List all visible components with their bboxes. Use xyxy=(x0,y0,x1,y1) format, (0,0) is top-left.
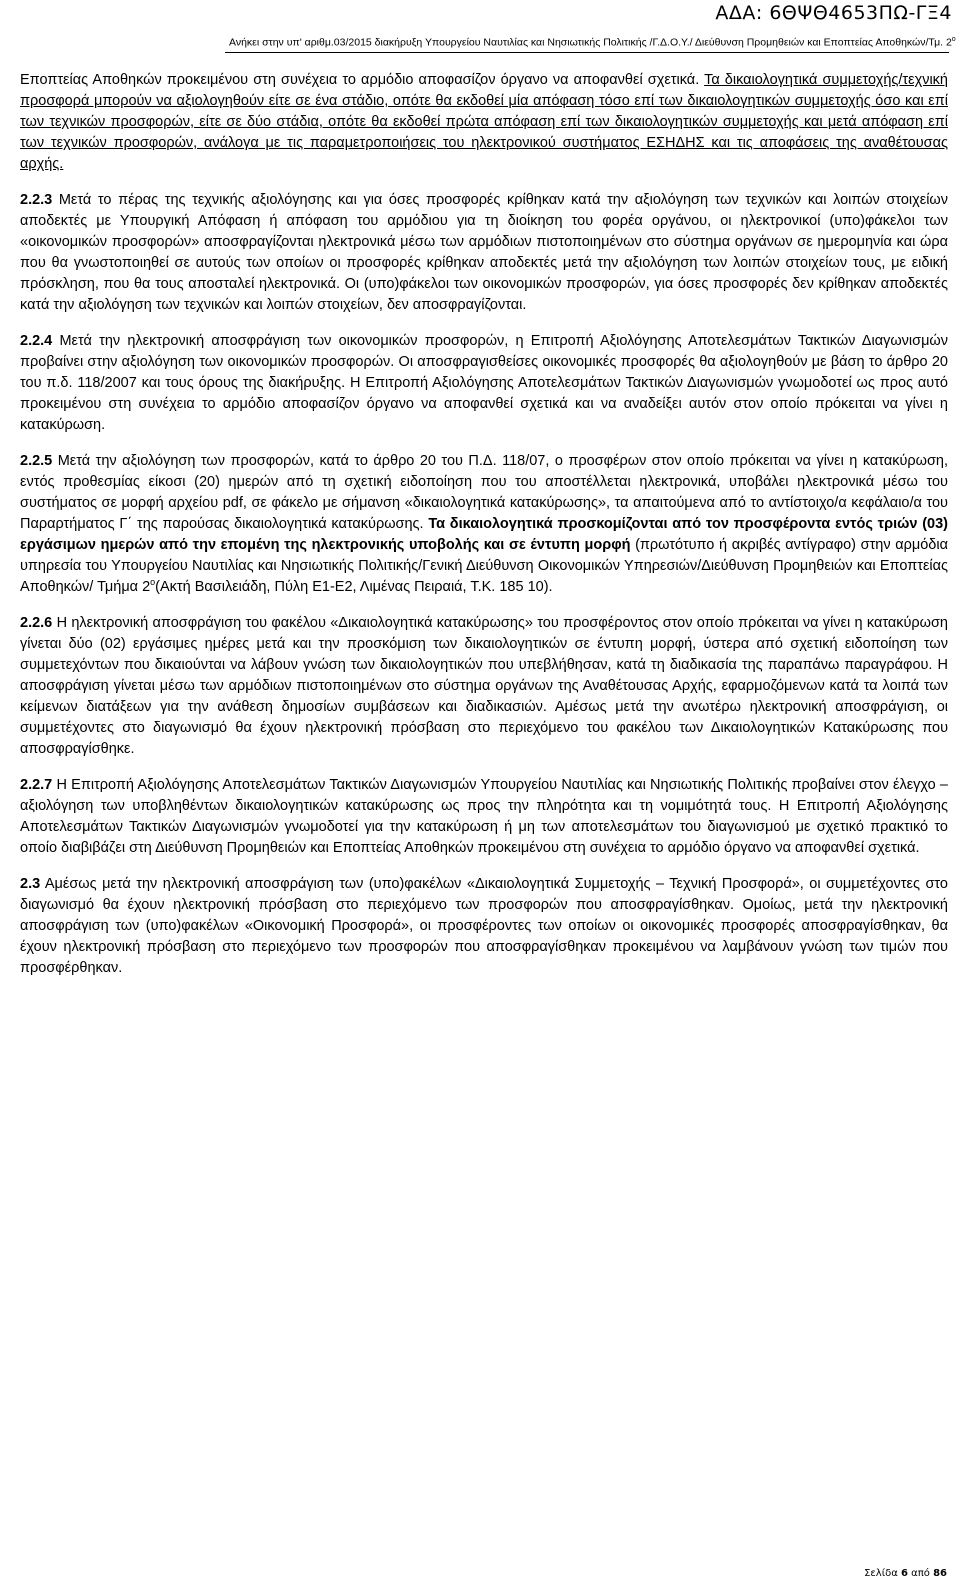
paragraph-number: 2.3 xyxy=(20,876,41,892)
header-divider xyxy=(225,52,949,53)
intro-underlined-text: Τα δικαιολογητικά συμμετοχής/τεχνική προσφορά μπορούν να αξιολογηθούν είτε σε ένα στάδιο, οπότε θα εκδοθεί μία απόφαση τόσο επί των δικαιολογητικών συμμετοχής όσο και επί των τεχνικών προσφορών, είτε σε δύο στάδια, οπότε θα εκδοθεί πρώτα απόφαση επί των δικαιολογητικών συμμετοχής και μετά απόφαση επί των τεχνικών προσφορών, ανάλογα με τις παραμετροποιήσεις του ηλεκτρονικού συστήματος ΕΣΗΔΗΣ και τις αποφάσεις της αναθέτουσας αρχής. xyxy=(20,72,948,172)
intro-text: Εποπτείας Αποθηκών προκειμένου στη συνέχεια το αρμόδιο αποφασίζον όργανο να αποφανθεί σχετικά. xyxy=(20,72,700,88)
page-of: από xyxy=(911,1568,930,1579)
paragraph-superscript: ο xyxy=(150,577,156,588)
paragraph-text: Αμέσως μετά την ηλεκτρονική αποσφράγιση των (υπο)φακέλων «Δικαιολογητικά Συμμετοχής – Τεχνική Προσφορά», οι συμμετέχοντες στο διαγωνισμό θα έχουν ηλεκτρονική πρόσβαση στο περιεχόμενο των προσφορών που αποσφραγίσθηκαν. Ομοίως, μετά την ηλεκτρονική αποσφράγιση των (υπο)φακέλων «Οικονομική Προσφορά», οι προσφέροντες των οποίων οι οικονομικές προσφορές αποσφραγίσθηκαν, θα έχουν ηλεκτρονική πρόσβαση στο περιεχόμενο των προσφορών που αποσφραγίσθηκαν προκειμένου να λαμβάνουν γνώση των τιμών που προσφέρθηκαν. xyxy=(20,876,948,976)
document-body xyxy=(20,70,948,994)
paragraph-number: 2.2.3 xyxy=(20,192,53,208)
page-number xyxy=(864,1568,947,1579)
paragraph-text: Μετά την αξιολόγηση των προσφορών, κατά το άρθρο 20 του Π.Δ. 118/07, ο προσφέρων στον οποίο πρόκειται να γίνει η κατακύρωση, εντός προθεσμίας είκοσι (20) ημερών από τη σχετική ειδοποίηση που του αποστέλλεται ηλεκτρονικά, υποβάλει ηλεκτρονικά μέσω του συστήματος σε μορφή αρχείου pdf, σε φάκελο με σήμανση «δικαιολογητικά κατακύρωσης», τα απαιτούμενα από το αντίστοιχο/α κεφάλαιο/α του Παραρτήματος Γ΄ της παρούσας δικαιολογητικά κατακύρωσης. xyxy=(20,453,948,532)
paragraph-2-2-3 xyxy=(20,190,948,316)
ada-code: ΑΔΑ: 6ΘΨΘ4653ΠΩ-ΓΞ4 xyxy=(715,2,952,24)
paragraph-number: 2.2.5 xyxy=(20,453,53,469)
paragraph-number: 2.2.6 xyxy=(20,615,53,631)
page-total: 86 xyxy=(933,1568,947,1579)
paragraph-2-3 xyxy=(20,874,948,979)
paragraph-number: 2.2.7 xyxy=(20,777,53,793)
paragraph-number: 2.2.4 xyxy=(20,333,53,349)
paragraph-2-2-5 xyxy=(20,451,948,598)
document-header xyxy=(229,36,956,49)
paragraph-text: Μετά την ηλεκτρονική αποσφράγιση των οικονομικών προσφορών, η Επιτροπή Αξιολόγησης Αποτελεσμάτων Τακτικών Διαγωνισμών προβαίνει στην αξιολόγηση των οικονομικών προσφορών. Οι αποσφραγισθείσες οικονομικές προσφορές θα αξιολογηθούν με βάση το άρθρο 20 του π.δ. 118/2007 και τους όρους της διακήρυξης. Η Επιτροπή Αξιολόγησης Αποτελεσμάτων Τακτικών Διαγωνισμών γνωμοδοτεί ως προς αυτό προκειμένου στη συνέχεια το αρμόδιο αποφασίζον όργανο να αποφανθεί σχετικά και να αναδείξει αυτόν στον οποίο πρόκειται να γίνει η κατακύρωση. xyxy=(20,333,948,433)
intro-paragraph xyxy=(20,70,948,175)
paragraph-bold-text: Τα δικαιολογητικά προσκομίζονται από τον προσφέροντα εντός τριών (03) εργάσιμων ημερών από την επομένη της ηλεκτρονικής υποβολής και σε έντυπη μορφή xyxy=(20,516,948,553)
paragraph-text: Μετά το πέρας της τεχνικής αξιολόγησης και για όσες προσφορές κρίθηκαν κατά την αξιολόγηση των τεχνικών και λοιπών στοιχείων αποδεκτές με Υπουργική Απόφαση ή απόφαση του αρμόδιου για τη διοίκηση του φορέα οργάνου, οι ηλεκτρονικοί (υπο)φάκελοι των «οικονομικών προσφορών» αποσφραγίζονται ηλεκτρονικά μέσω των αρμόδιων πιστοποιημένων στο σύστημα οργάνων σε ημερομηνία και ώρα που θα γνωστοποιηθεί σε αυτούς των οποίων οι προσφορές κρίθηκαν αποδεκτές μετά την αξιολόγηση των λοιπών στοιχείων τους, με ειδική πρόσκληση, που θα τους αποσταλεί ηλεκτρονικά. Οι (υπο)φάκελοι των οικονομικών προσφορών, για όσες προσφορές δεν κρίθηκαν αποδεκτές κατά την αξιολόγηση των τεχνικών και λοιπών στοιχείων, δεν αποσφραγίζονται. xyxy=(20,192,948,313)
header-superscript: ο xyxy=(951,36,956,43)
paragraph-text: Η ηλεκτρονική αποσφράγιση του φακέλου «Δικαιολογητικά κατακύρωσης» του προσφέροντος στον οποίο πρόκειται να γίνει η κατακύρωση γίνεται δύο (02) εργάσιμες ημέρες μετά και την προσκόμιση των δικαιολογητικών σε έντυπη μορφή, ύστερα από σχετική ειδοποίηση των συμμετεχόντων που δικαιούνται να λάβουν γνώση των δικαιολογητικών που υπεβλήθησαν, κατά τη διαδικασία της παραπάνω παραγράφου. Η αποσφράγιση γίνεται μέσω των αρμόδιων πιστοποιημένων στο σύστημα οργάνων της Αναθέτουσας Αρχής, εφαρμοζόμενων κατά τα λοιπά των κείμενων διατάξεων για την ανάθεση δημοσίων συμβάσεων και διαδικασιών. Αμέσως μετά την ανωτέρω ηλεκτρονική αποσφράγιση, οι συμμετέχοντες στο διαγωνισμό θα έχουν ηλεκτρονική πρόσβαση στο περιεχόμενο του φακέλου των Δικαιολογητικών Κατακύρωσης που αποσφραγίσθηκε. xyxy=(20,615,948,757)
paragraph-2-2-4 xyxy=(20,331,948,436)
paragraph-text-address: (Ακτή Βασιλειάδη, Πύλη Ε1-Ε2, Λιμένας Πειραιά, Τ.Κ. 185 10). xyxy=(155,579,553,595)
header-reference: Ανήκει στην υπ' αριθμ.03/2015 διακήρυξη Υπουργείου Ναυτιλίας και Νησιωτικής Πολιτικής /Γ.Δ.Ο.Υ./ Διεύθυνση Προμηθειών και Εποπτείας Αποθηκών/Τμ. 2 xyxy=(229,36,952,49)
paragraph-text: Η Επιτροπή Αξιολόγησης Αποτελεσμάτων Τακτικών Διαγωνισμών Υπουργείου Ναυτιλίας και Νησιωτικής Πολιτικής προβαίνει στον έλεγχο – αξιολόγηση των υποβληθέντων δικαιολογητικών κατακύρωσης ως προς την πληρότητα και τη νομιμότητά τους. Η Επιτροπή Αξιολόγησης Αποτελεσμάτων Τακτικών Διαγωνισμών γνωμοδοτεί για την κατακύρωση ή μη των αποτελεσμάτων του διαγωνισμού με σχετικό πρακτικό το οποίο διαβιβάζει στη Διεύθυνση Προμηθειών και Εποπτείας Αποθηκών προκειμένου στη συνέχεια το αρμόδιο όργανο να αποφανθεί σχετικά. xyxy=(20,777,948,856)
page-current: 6 xyxy=(901,1568,908,1579)
paragraph-2-2-7 xyxy=(20,775,948,859)
paragraph-text-continued: (πρωτότυπο ή ακριβές αντίγραφο) στην αρμόδια υπηρεσία του Υπουργείου Ναυτιλίας και Νησιωτικής Πολιτικής/Γενική Διεύθυνση Οικονομικών Υπηρεσιών/Διεύθυνση Προμηθειών και Εποπτείας Αποθηκών/ Τμήμα 2 xyxy=(20,537,948,595)
page-label: Σελίδα xyxy=(864,1568,898,1579)
paragraph-2-2-6 xyxy=(20,613,948,760)
